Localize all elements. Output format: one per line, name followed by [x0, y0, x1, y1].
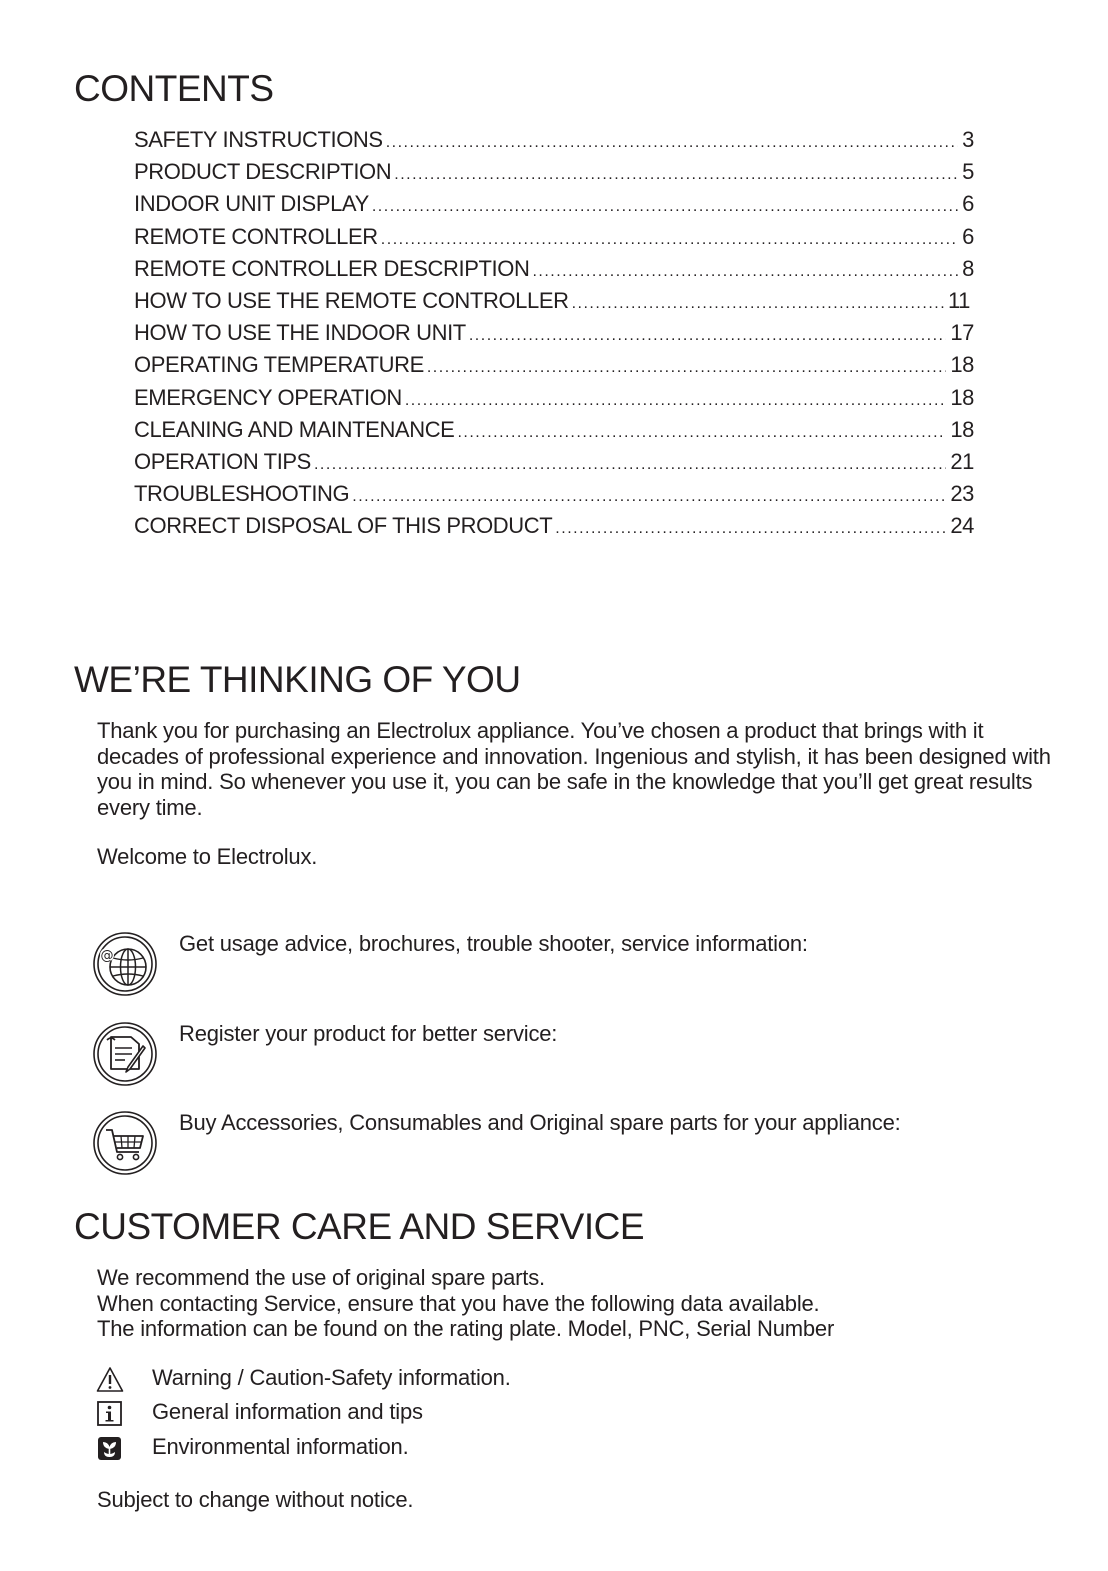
toc-leader-dots — [572, 295, 944, 313]
notice-text: Subject to change without notice. — [97, 1487, 414, 1512]
toc-item-page: 24 — [950, 513, 974, 539]
toc-item-title: EMERGENCY OPERATION — [134, 384, 402, 410]
toc-item-title: HOW TO USE THE REMOTE CONTROLLER — [134, 287, 569, 313]
toc-leader-dots — [372, 198, 958, 216]
toc-item-cleaning-maintenance[interactable] — [134, 417, 974, 449]
toc-item-page: 17 — [950, 320, 974, 346]
feature-text: Get usage advice, brochures, trouble shooter, service information: — [179, 931, 808, 956]
svg-text:@: @ — [100, 948, 114, 964]
customer-care-line: The information can be found on the rating plate. Model, PNC, Serial Number — [97, 1316, 835, 1341]
toc-item-page: 11 — [947, 287, 970, 313]
legend-text: Environmental information. — [152, 1434, 409, 1459]
toc-leader-dots — [532, 263, 958, 281]
toc-item-title: OPERATION TIPS — [134, 448, 311, 474]
toc-item-page: 18 — [950, 384, 974, 410]
toc-item-title: INDOOR UNIT DISPLAY — [134, 191, 369, 217]
toc-item-safety-instructions[interactable] — [134, 127, 974, 159]
warning-icon — [96, 1366, 124, 1394]
toc-item-page: 6 — [962, 223, 974, 249]
toc-leader-dots — [386, 134, 958, 152]
toc-item-page: 6 — [962, 191, 974, 217]
toc-item-page: 23 — [950, 481, 974, 507]
toc-item-title: SAFETY INSTRUCTIONS — [134, 127, 383, 152]
toc-leader-dots — [427, 359, 946, 377]
feature-register-product — [92, 1021, 1072, 1089]
contents-heading: CONTENTS — [74, 68, 274, 109]
toc-item-correct-disposal[interactable] — [134, 513, 974, 545]
toc-item-page: 21 — [950, 448, 974, 474]
toc-item-operation-tips[interactable] — [134, 449, 974, 481]
toc-leader-dots — [555, 520, 946, 538]
toc-item-title: TROUBLESHOOTING — [134, 481, 350, 507]
feature-buy-accessories — [92, 1110, 1072, 1178]
customer-care-text — [97, 1265, 1057, 1342]
toc-item-title: CORRECT DISPOSAL OF THIS PRODUCT — [134, 513, 553, 539]
info-icon — [96, 1400, 124, 1428]
toc-item-title: REMOTE CONTROLLER — [134, 223, 378, 249]
toc-leader-dots — [381, 231, 958, 249]
toc-item-remote-controller[interactable] — [134, 224, 974, 256]
toc-item-remote-controller-description[interactable] — [134, 256, 974, 288]
welcome-text: Welcome to Electrolux. — [97, 844, 318, 869]
toc-item-product-description[interactable] — [134, 159, 974, 191]
intro-paragraph: Thank you for purchasing an Electrolux appliance. You’ve chosen a product that brings with it decades of professional experience and innovation. Ingenious and stylish, it has been designed with you in mind. So whenever you use it, you can be safe in the knowledge that you’ll get great results every time. — [97, 718, 1051, 820]
toc-item-troubleshooting[interactable] — [134, 481, 974, 513]
customer-care-line: When contacting Service, ensure that you have the following data available. — [97, 1290, 820, 1316]
toc-item-emergency-operation[interactable] — [134, 385, 974, 417]
toc-item-indoor-unit-display[interactable] — [134, 191, 974, 223]
toc-item-page: 8 — [962, 255, 974, 281]
register-icon — [92, 1021, 158, 1087]
toc-leader-dots — [457, 424, 946, 442]
globe-icon — [92, 931, 158, 997]
feature-text: Buy Accessories, Consumables and Original spare parts for your appliance: — [179, 1110, 901, 1135]
toc-leader-dots — [394, 166, 958, 184]
table-of-contents — [134, 127, 974, 545]
toc-leader-dots — [405, 392, 946, 410]
toc-item-title: PRODUCT DESCRIPTION — [134, 159, 392, 185]
toc-item-page: 5 — [962, 159, 974, 185]
toc-item-title: REMOTE CONTROLLER DESCRIPTION — [134, 255, 530, 281]
toc-item-how-to-use-remote[interactable] — [134, 288, 970, 320]
toc-item-page: 3 — [962, 127, 974, 152]
toc-item-page: 18 — [950, 416, 974, 442]
legend-environment — [96, 1434, 796, 1464]
toc-item-how-to-use-indoor-unit[interactable] — [134, 320, 974, 352]
toc-item-title: HOW TO USE THE INDOOR UNIT — [134, 320, 466, 346]
toc-item-operating-temperature[interactable] — [134, 352, 974, 384]
feature-usage-advice — [92, 931, 1072, 999]
toc-leader-dots — [352, 488, 946, 506]
toc-item-page: 18 — [950, 352, 974, 378]
toc-leader-dots — [469, 327, 946, 345]
customer-care-line: We recommend the use of original spare parts. — [97, 1265, 545, 1290]
toc-item-title: OPERATING TEMPERATURE — [134, 352, 424, 378]
toc-item-title: CLEANING AND MAINTENANCE — [134, 416, 455, 442]
legend-text: General information and tips — [152, 1399, 423, 1424]
thinking-heading: WE’RE THINKING OF YOU — [74, 659, 521, 700]
environment-icon — [96, 1435, 124, 1463]
legend-info — [96, 1399, 796, 1429]
legend-warning — [96, 1365, 796, 1395]
shopping-cart-icon — [92, 1110, 158, 1176]
customer-care-heading: CUSTOMER CARE AND SERVICE — [74, 1206, 645, 1247]
toc-leader-dots — [314, 456, 946, 474]
legend-text: Warning / Caution-Safety information. — [152, 1365, 511, 1390]
feature-text: Register your product for better service: — [179, 1021, 558, 1046]
